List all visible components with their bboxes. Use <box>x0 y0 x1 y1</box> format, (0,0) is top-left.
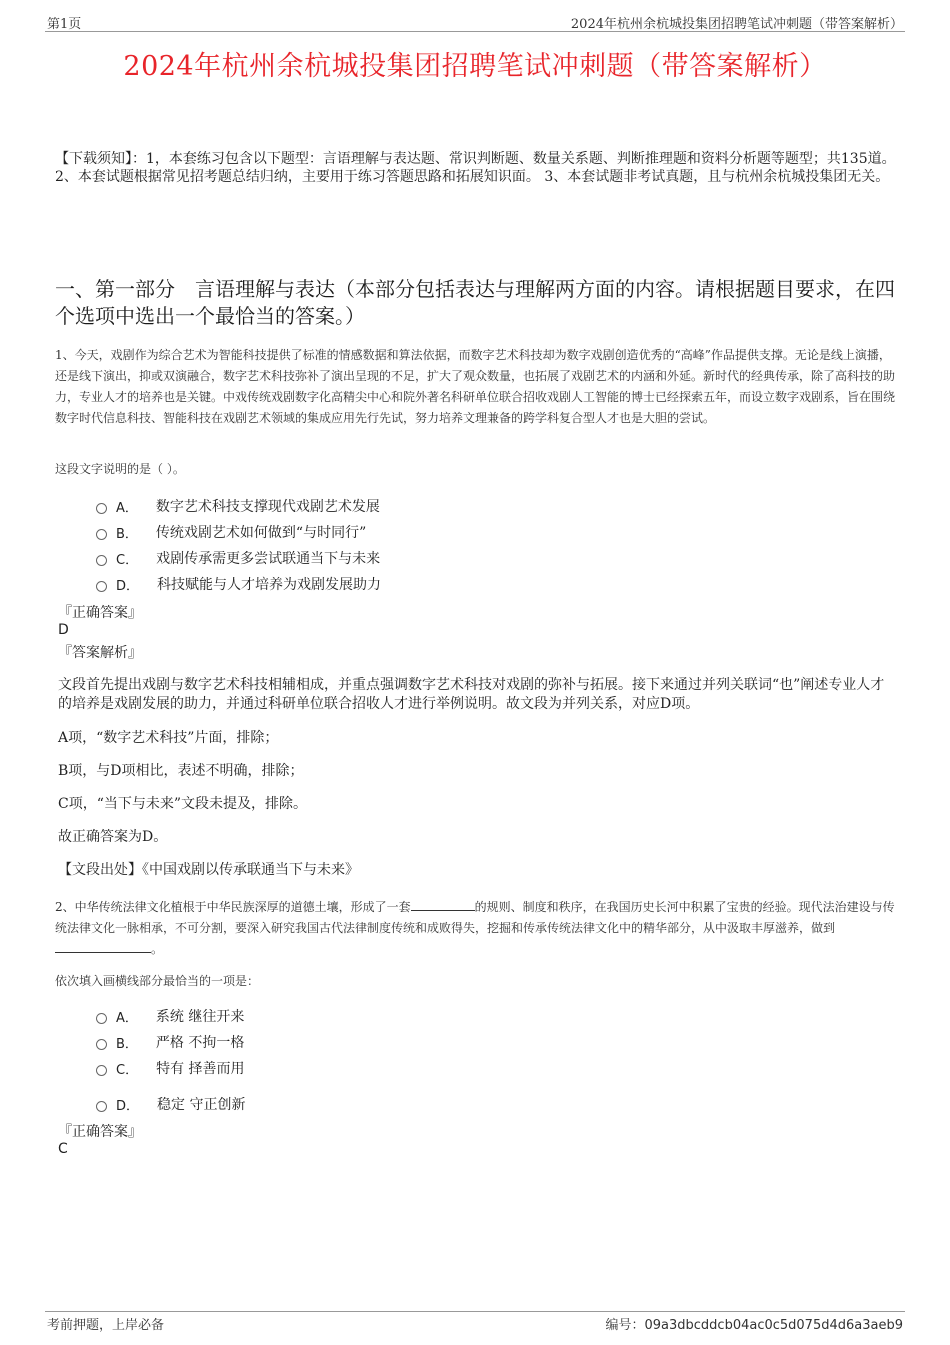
footer-slogan: 考前押题，上岸必备 <box>47 1318 165 1333</box>
footer-divider <box>45 1311 905 1312</box>
option-text: 严格 不拘一格 <box>155 1035 245 1051</box>
radio-icon[interactable] <box>96 555 107 566</box>
option-letter: B． <box>116 1036 138 1052</box>
question-2-prompt: 依次填入画横线部分最恰当的一项是： <box>55 974 260 988</box>
option-text: 系统 继往开来 <box>155 1009 245 1025</box>
radio-icon[interactable] <box>96 503 107 514</box>
q1-analysis-conclusion: 故正确答案为D。 <box>58 829 168 845</box>
option-text: 特有 择善而用 <box>156 1061 245 1077</box>
document-title: 2024年杭州余杭城投集团招聘笔试冲刺题（带答案解析） <box>123 51 827 82</box>
radio-icon[interactable] <box>96 581 107 592</box>
radio-icon[interactable] <box>96 1013 107 1024</box>
document-code <box>605 1314 903 1333</box>
q1-answer-label: 『正确答案』 <box>58 605 142 621</box>
radio-icon[interactable] <box>96 1101 107 1112</box>
download-notice: 【下载须知】：1，本套练习包含以下题型：言语理解与表达题、常识判断题、数量关系题、判断推理题和资料分析题等题型；共135道。 2、本套试题根据常见招考题总结归纳，主要用于练习答题思路和拓展知识面。 3、本套试题非考试真题，且与杭州余杭城投集团无关。 <box>55 151 896 185</box>
fill-blank-2 <box>55 940 151 953</box>
q1-source: 【文段出处】《中国戏剧以传承联通当下与未来》 <box>58 862 359 878</box>
option-text: 戏剧传承需更多尝试联通当下与未来 <box>156 551 381 567</box>
q2-text-part-2: 的规则、制度和秩序，在我国历史长河中积累了宝贵的经验。现代法治建设与传统法律文化一脉相承，不可分割，要深入研究我国古代法律制度传统和成败得失，挖掘和传承传统法律文化中的精华部分，从中汲取丰厚滋养，做到 <box>55 900 895 935</box>
option-letter: A． <box>116 1010 138 1026</box>
q2-option-d[interactable] <box>96 1094 245 1114</box>
option-letter: C． <box>116 1062 139 1078</box>
question-1-text: 1、今天，戏剧作为综合艺术为智能科技提供了标准的情感数据和算法依据，而数字艺术科技却为数字戏剧创造优秀的“高峰”作品提供支撑。无论是线上演播，还是线下演出，抑或双演融合，数字艺术科技弥补了演出呈现的不足，扩大了观众数量，也拓展了戏剧艺术的内涵和外延。新时代的经典传承，除了高科技的助力，专业人才的培养也是关键。中戏传统戏剧数字化高精尖中心和院外著名科研单位联合招收戏剧人工智能的博士已经探索五年，而设立数字戏剧系，旨在围绕数字时代信息科技、智能科技在戏剧艺术领域的集成应用先行先试，努力培养文理兼备的跨学科复合型人才也是大胆的尝试。 <box>55 348 896 425</box>
q2-option-b[interactable] <box>96 1032 244 1052</box>
page-number: 第1页 <box>47 17 82 32</box>
option-letter: C． <box>116 552 139 568</box>
q2-text-part-3: 。 <box>151 942 164 956</box>
radio-icon[interactable] <box>96 1039 107 1050</box>
q1-analysis-b: B项，与D项相比，表述不明确，排除； <box>58 763 304 779</box>
question-1-prompt: 这段文字说明的是（ ）。 <box>55 462 185 476</box>
option-text: 数字艺术科技支撑现代戏剧艺术发展 <box>155 499 380 515</box>
option-letter: D． <box>116 1098 140 1114</box>
q1-analysis-label: 『答案解析』 <box>58 645 142 661</box>
q1-option-b[interactable] <box>96 522 366 542</box>
q1-option-c[interactable] <box>96 548 380 568</box>
q2-answer: C <box>58 1141 68 1157</box>
q1-option-d[interactable] <box>96 574 381 594</box>
option-text: 传统戏剧艺术如何做到“与时同行” <box>155 525 367 541</box>
q1-analysis-paragraph: 文段首先提出戏剧与数字艺术科技相辅相成，并重点强调数字艺术科技对戏剧的弥补与拓展。接下来通过并列关联词“也”阐述专业人才的培养是戏剧发展的助力，并通过科研单位联合招收人才进行举例说明。故文段为并列关系，对应D项。 <box>58 677 885 712</box>
q2-option-c[interactable] <box>96 1058 245 1078</box>
fill-blank-1 <box>411 898 475 911</box>
question-2-text <box>55 897 900 960</box>
q1-analysis-a: A项，“数字艺术科技”片面，排除； <box>58 730 279 746</box>
q1-analysis-c: C项，“当下与未来”文段未提及，排除。 <box>58 796 308 812</box>
running-title: 2024年杭州余杭城投集团招聘笔试冲刺题（带答案解析） <box>570 17 903 32</box>
option-letter: A． <box>116 500 138 516</box>
q2-answer-label: 『正确答案』 <box>58 1124 142 1140</box>
option-letter: B． <box>116 526 138 542</box>
q1-answer: D <box>58 622 69 638</box>
option-text: 稳定 守正创新 <box>157 1097 246 1113</box>
section-heading: 一、第一部分 言语理解与表达（本部分包括表达与理解两方面的内容。请根据题目要求，在四个选项中选出一个最恰当的答案。） <box>55 277 895 328</box>
header-divider <box>45 31 905 32</box>
q2-text-part-1: 2、中华传统法律文化植根于中华民族深厚的道德土壤，形成了一套 <box>55 900 411 914</box>
radio-icon[interactable] <box>96 529 107 540</box>
q2-option-a[interactable] <box>96 1006 244 1026</box>
radio-icon[interactable] <box>96 1065 107 1076</box>
code-value: 09a3dbcddcb04ac0c5d075d4d6a3aeb9 <box>644 1318 903 1333</box>
code-label: 编号： <box>605 1318 645 1333</box>
option-text: 科技赋能与人才培养为戏剧发展助力 <box>157 577 382 593</box>
q1-option-a[interactable] <box>96 496 380 516</box>
option-letter: D． <box>116 578 140 594</box>
